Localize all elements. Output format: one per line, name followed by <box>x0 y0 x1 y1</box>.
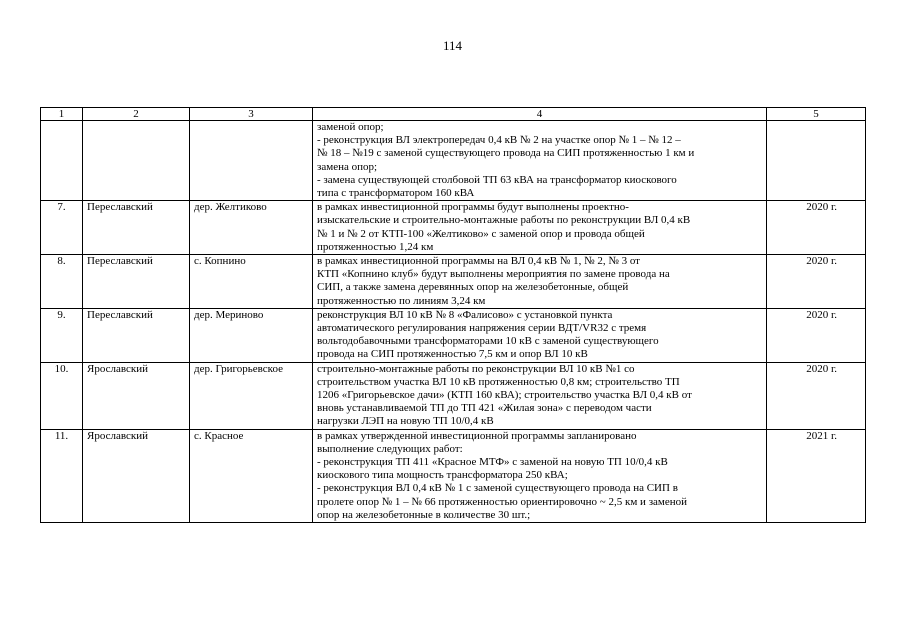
row-description: заменой опор; - реконструкция ВЛ электропередач 0,4 кВ № 2 на участке опор № 1 – № 12 – № 18 – №19 с заменой существующего провода на СИП протяженностью 1 км и замена опор; - замена существующей столбовой ТП 63 кВА на трансформатор киоскового типа с трансформатором 160 кВА <box>313 121 767 201</box>
row-number: 10. <box>41 362 83 429</box>
works-table <box>40 107 866 523</box>
table-row <box>41 255 866 309</box>
page-number: 114 <box>442 38 463 53</box>
row-description: строительно-монтажные работы по реконструкции ВЛ 10 кВ №1 со строительством участка ВЛ 10 кВ протяженностью 0,8 км; строительство ТП 1206 «Григорьевское дачи» (КТП 160 кВА); строительство участка ВЛ 0,4 кВ от вновь устанавливаемой ТП до ТП 421 «Жилая зона» с переводом части нагрузки ЛЭП на новую ТП 10/0,4 кВ <box>313 362 767 429</box>
header-cell-5: 5 <box>767 108 866 121</box>
row-district: Переславский <box>83 201 190 255</box>
row-description: в рамках инвестиционной программы на ВЛ 0,4 кВ № 1, № 2, № 3 от КТП «Копнино клуб» будут выполнены мероприятия по замене провода на СИП, а также замена деревянных опор на железобетонные, общей протяженностью по линиям 3,24 км <box>313 255 767 309</box>
table-header-row <box>41 108 866 121</box>
header-cell-1: 1 <box>41 108 83 121</box>
row-year: 2020 г. <box>767 255 866 309</box>
row-district: Переславский <box>83 308 190 362</box>
row-year: 2020 г. <box>767 201 866 255</box>
header-cell-2: 2 <box>83 108 190 121</box>
row-place: дер. Мериново <box>190 308 313 362</box>
row-district: Ярославский <box>83 362 190 429</box>
header-cell-4: 4 <box>313 108 767 121</box>
row-year <box>767 121 866 201</box>
row-number: 7. <box>41 201 83 255</box>
row-year: 2020 г. <box>767 308 866 362</box>
row-district <box>83 121 190 201</box>
table-row <box>41 362 866 429</box>
row-description: в рамках инвестиционной программы будут выполнены проектно- изыскательские и строительно-монтажные работы по реконструкции ВЛ 0,4 кВ № 1 и № 2 от КТП-100 «Желтиково» с заменой опор и провода общей протяженностью 1,24 км <box>313 201 767 255</box>
row-place: дер. Желтиково <box>190 201 313 255</box>
table-row <box>41 201 866 255</box>
row-place: с. Красное <box>190 429 313 522</box>
row-number: 9. <box>41 308 83 362</box>
row-description: реконструкция ВЛ 10 кВ № 8 «Фалисово» с установкой пункта автоматического регулирования напряжения серии ВДТ/VR32 с тремя вольтодобавочными трансформаторами 10 кВ с заменой существующего провода на СИП протяженностью 7,5 км и опор ВЛ 10 кВ <box>313 308 767 362</box>
row-district: Ярославский <box>83 429 190 522</box>
table-row <box>41 308 866 362</box>
row-place: с. Копнино <box>190 255 313 309</box>
row-year: 2020 г. <box>767 362 866 429</box>
table-row <box>41 121 866 201</box>
row-number: 8. <box>41 255 83 309</box>
row-number: 11. <box>41 429 83 522</box>
header-cell-3: 3 <box>190 108 313 121</box>
row-district: Переславский <box>83 255 190 309</box>
row-description: в рамках утвержденной инвестиционной программы запланировано выполнение следующих работ: - реконструкция ТП 411 «Красное МТФ» с заменой на новую ТП 10/0,4 кВ киоскового типа мощность трансформатора 250 кВА; - реконструкция ВЛ 0,4 кВ № 1 с заменой существующего провода на СИП в пролете опор № 1 – № 66 протяженностью ориентировочно ~ 2,5 км и заменой опор на железобетонные в количестве 30 шт.; <box>313 429 767 522</box>
row-place <box>190 121 313 201</box>
row-place: дер. Григорьевское <box>190 362 313 429</box>
row-year: 2021 г. <box>767 429 866 522</box>
row-number <box>41 121 83 201</box>
table-row <box>41 429 866 522</box>
